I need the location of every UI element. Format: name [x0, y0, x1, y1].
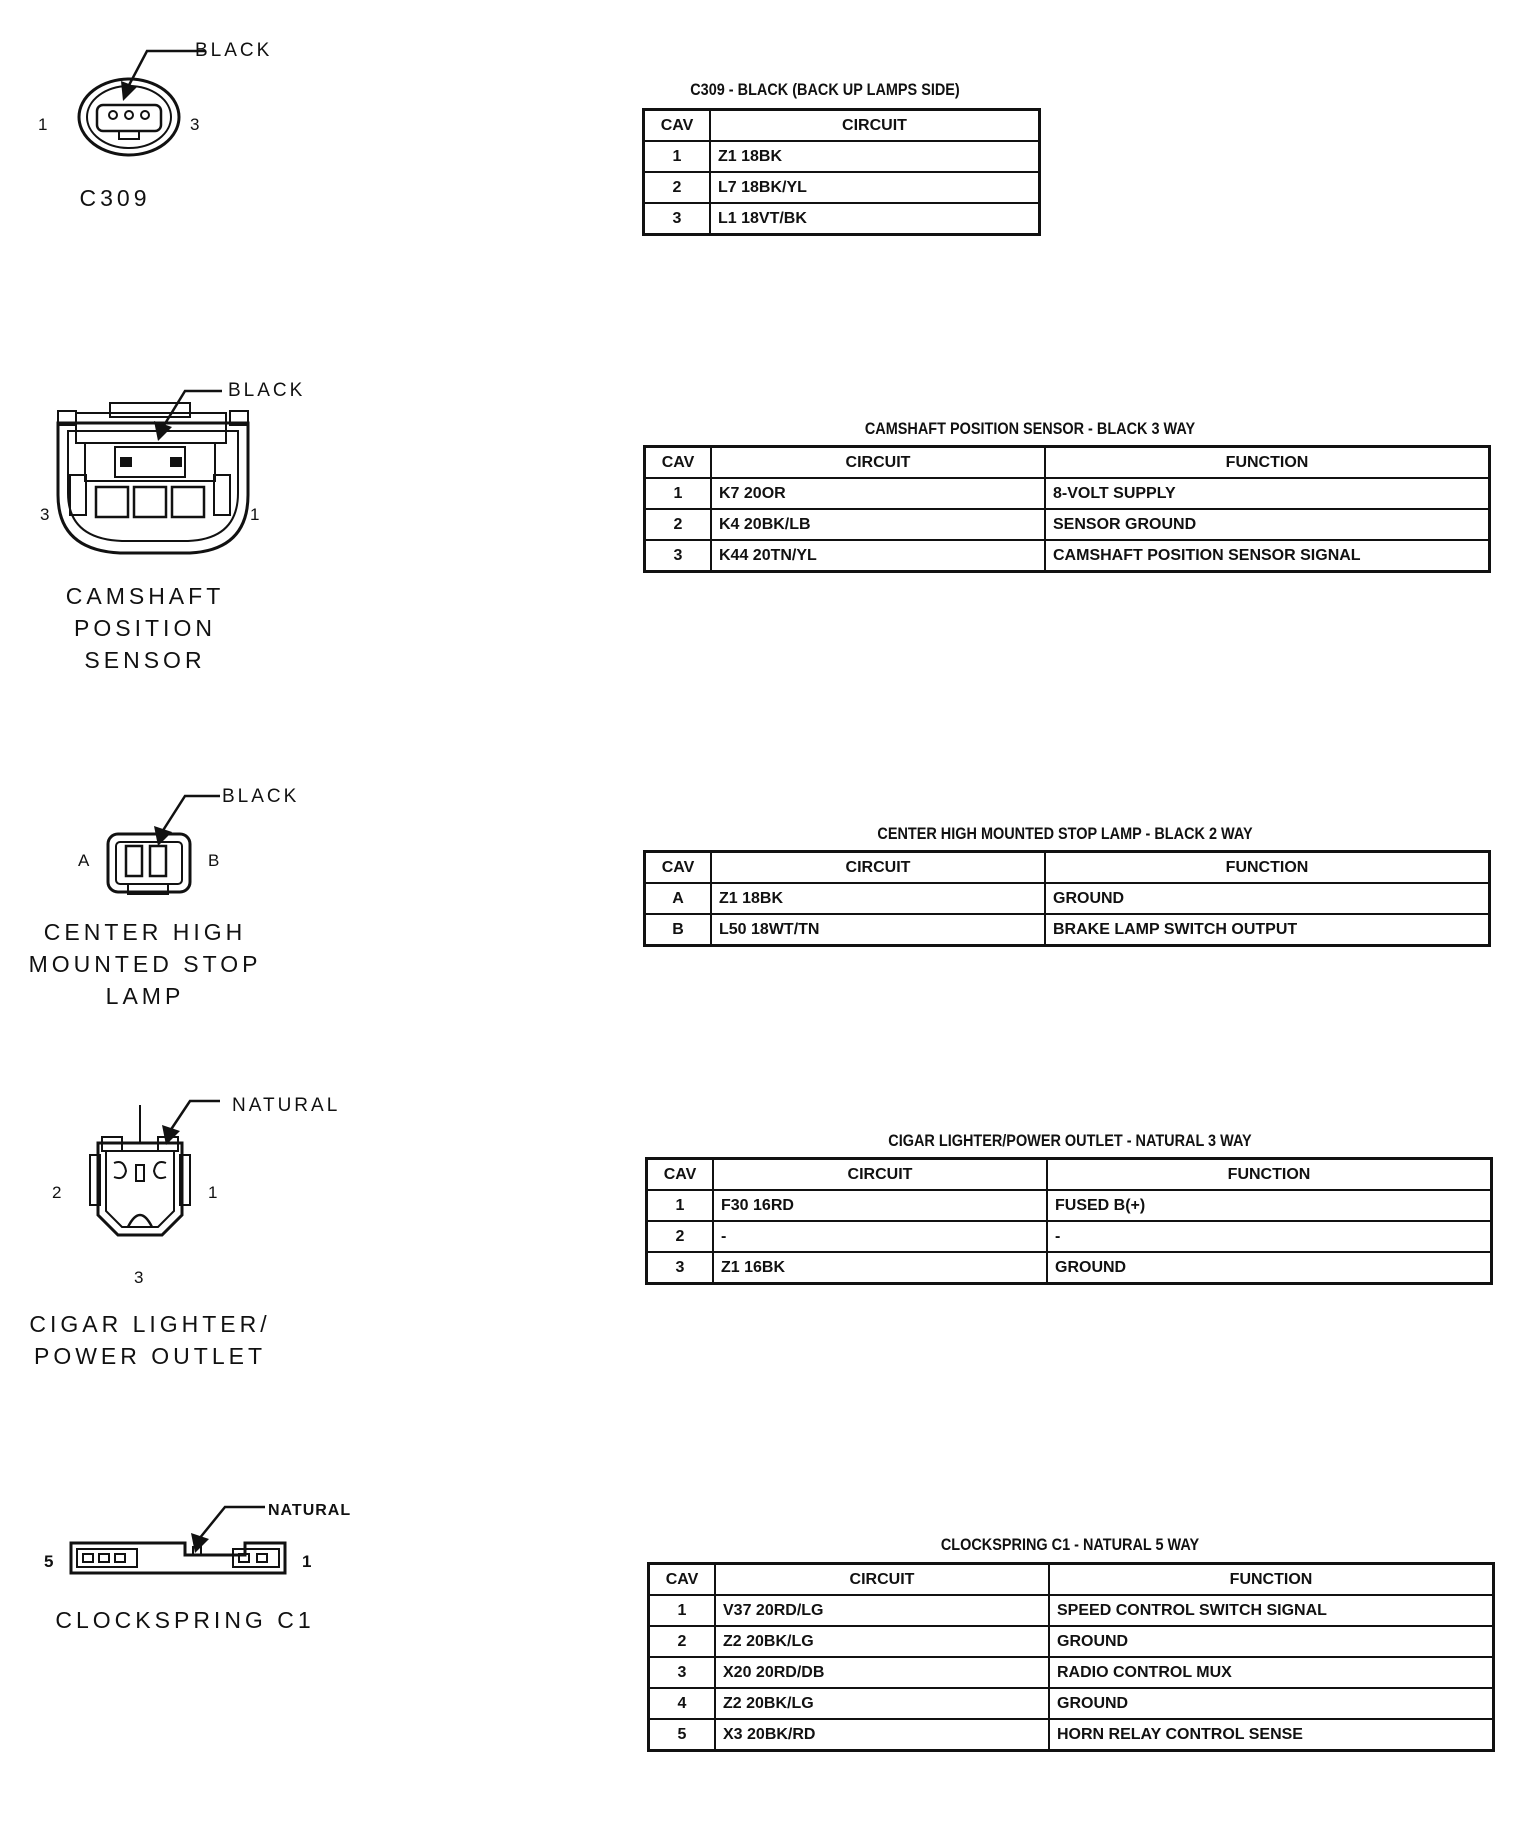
- table-row: [645, 914, 1490, 946]
- table-header-row: [645, 852, 1490, 884]
- header-cav: CAV: [645, 852, 712, 884]
- circuit-cell: Z1 18BK: [711, 883, 1045, 914]
- function-cell: RADIO CONTROL MUX: [1049, 1657, 1494, 1688]
- function-cell: HORN RELAY CONTROL SENSE: [1049, 1719, 1494, 1751]
- cav-cell: 1: [649, 1595, 716, 1626]
- c309-pinout-table: [642, 108, 1041, 236]
- clockspring-pin-label: 5: [44, 1552, 54, 1571]
- cigar-lighter-pinout-table: [645, 1157, 1493, 1285]
- camshaft-name-line: CAMSHAFT: [65, 583, 225, 609]
- circuit-cell: X20 20RD/DB: [715, 1657, 1049, 1688]
- cigar-lighter-color-label: NATURAL: [232, 1095, 341, 1116]
- camshaft-color-label: BLACK: [228, 380, 306, 401]
- header-circuit: CIRCUIT: [711, 447, 1045, 479]
- function-cell: CAMSHAFT POSITION SENSOR SIGNAL: [1045, 540, 1490, 572]
- clockspring-name: CLOCKSPRING C1: [55, 1607, 315, 1633]
- table-header-row: [647, 1159, 1492, 1191]
- circuit-cell: L7 18BK/YL: [710, 172, 1040, 203]
- circuit-cell: Z1 16BK: [713, 1252, 1047, 1284]
- chmsl-name-line: CENTER HIGH: [43, 919, 247, 945]
- c309-pin-label: 3: [190, 115, 200, 134]
- table-row: [649, 1657, 1494, 1688]
- table-row: [645, 478, 1490, 509]
- cav-cell: 1: [645, 478, 712, 509]
- cav-cell: 2: [645, 509, 712, 540]
- clockspring-pin-label: 1: [302, 1552, 312, 1571]
- c309-table-title: C309 - BLACK (BACK UP LAMPS SIDE): [690, 80, 960, 99]
- cigar-lighter-name-line: CIGAR LIGHTER/: [29, 1311, 271, 1337]
- header-circuit: CIRCUIT: [710, 110, 1040, 142]
- c309-color-label: BLACK: [195, 40, 273, 61]
- header-circuit: CIRCUIT: [711, 852, 1045, 884]
- header-function: FUNCTION: [1045, 447, 1490, 479]
- function-cell: 8-VOLT SUPPLY: [1045, 478, 1490, 509]
- circuit-cell: L1 18VT/BK: [710, 203, 1040, 235]
- clockspring-table-title: CLOCKSPRING C1 - NATURAL 5 WAY: [940, 1535, 1200, 1554]
- c309-pin-label: 1: [38, 115, 48, 134]
- function-cell: GROUND: [1047, 1252, 1492, 1284]
- function-cell: BRAKE LAMP SWITCH OUTPUT: [1045, 914, 1490, 946]
- table-row: [647, 1190, 1492, 1221]
- header-cav: CAV: [649, 1564, 716, 1596]
- cigar-lighter-pin-label: 3: [134, 1268, 144, 1287]
- camshaft-pin-label: 3: [40, 505, 50, 524]
- chmsl-name-line: LAMP: [105, 983, 185, 1009]
- cav-cell: 2: [649, 1626, 716, 1657]
- chmsl-color-label: BLACK: [222, 786, 300, 807]
- function-cell: FUSED B(+): [1047, 1190, 1492, 1221]
- camshaft-name-line: SENSOR: [84, 647, 206, 673]
- circuit-cell: V37 20RD/LG: [715, 1595, 1049, 1626]
- circuit-cell: -: [713, 1221, 1047, 1252]
- table-row: [649, 1688, 1494, 1719]
- circuit-cell: F30 16RD: [713, 1190, 1047, 1221]
- table-row: [649, 1595, 1494, 1626]
- circuit-cell: Z2 20BK/LG: [715, 1688, 1049, 1719]
- header-function: FUNCTION: [1049, 1564, 1494, 1596]
- header-function: FUNCTION: [1047, 1159, 1492, 1191]
- cav-cell: 3: [644, 203, 711, 235]
- cigar-lighter-table-title: CIGAR LIGHTER/POWER OUTLET - NATURAL 3 WAY: [888, 1131, 1252, 1150]
- chmsl-name-line: MOUNTED STOP: [28, 951, 262, 977]
- cav-cell: A: [645, 883, 712, 914]
- table-row: [647, 1252, 1492, 1284]
- cav-cell: 4: [649, 1688, 716, 1719]
- circuit-cell: K4 20BK/LB: [711, 509, 1045, 540]
- c309-connector-drawing: [55, 35, 195, 165]
- table-header-row: [644, 110, 1040, 142]
- function-cell: SENSOR GROUND: [1045, 509, 1490, 540]
- camshaft-name-line: POSITION: [74, 615, 216, 641]
- clockspring-pinout-table: [647, 1562, 1495, 1752]
- table-row: [644, 203, 1040, 235]
- cav-cell: 3: [645, 540, 712, 572]
- circuit-cell: K7 20OR: [711, 478, 1045, 509]
- function-cell: GROUND: [1049, 1688, 1494, 1719]
- header-function: FUNCTION: [1045, 852, 1490, 884]
- chmsl-pin-label: A: [78, 851, 90, 870]
- table-row: [645, 883, 1490, 914]
- header-cav: CAV: [645, 447, 712, 479]
- table-row: [644, 141, 1040, 172]
- camshaft-pinout-table: [643, 445, 1491, 573]
- chmsl-pin-label: B: [208, 851, 220, 870]
- table-row: [649, 1626, 1494, 1657]
- table-row: [645, 540, 1490, 572]
- function-cell: -: [1047, 1221, 1492, 1252]
- cav-cell: B: [645, 914, 712, 946]
- cigar-lighter-name-line: POWER OUTLET: [33, 1343, 266, 1369]
- header-circuit: CIRCUIT: [713, 1159, 1047, 1191]
- cav-cell: 1: [647, 1190, 714, 1221]
- header-cav: CAV: [644, 110, 711, 142]
- header-circuit: CIRCUIT: [715, 1564, 1049, 1596]
- circuit-cell: L50 18WT/TN: [711, 914, 1045, 946]
- chmsl-connector-drawing: [100, 780, 240, 900]
- circuit-cell: X3 20BK/RD: [715, 1719, 1049, 1751]
- cav-cell: 2: [647, 1221, 714, 1252]
- cav-cell: 3: [649, 1657, 716, 1688]
- circuit-cell: Z1 18BK: [710, 141, 1040, 172]
- cav-cell: 3: [647, 1252, 714, 1284]
- table-row: [649, 1719, 1494, 1751]
- table-row: [645, 509, 1490, 540]
- circuit-cell: Z2 20BK/LG: [715, 1626, 1049, 1657]
- circuit-cell: K44 20TN/YL: [711, 540, 1045, 572]
- camshaft-table-title: CAMSHAFT POSITION SENSOR - BLACK 3 WAY: [864, 419, 1196, 438]
- table-header-row: [645, 447, 1490, 479]
- function-cell: GROUND: [1045, 883, 1490, 914]
- chmsl-table-title: CENTER HIGH MOUNTED STOP LAMP - BLACK 2 WAY: [877, 824, 1253, 843]
- header-cav: CAV: [647, 1159, 714, 1191]
- function-cell: SPEED CONTROL SWITCH SIGNAL: [1049, 1595, 1494, 1626]
- clockspring-color-label: NATURAL: [268, 1502, 352, 1519]
- table-header-row: [649, 1564, 1494, 1596]
- camshaft-pin-label: 1: [250, 505, 260, 524]
- cigar-lighter-pin-label: 2: [52, 1183, 62, 1202]
- table-row: [647, 1221, 1492, 1252]
- cigar-lighter-connector-drawing: [80, 1085, 230, 1260]
- cav-cell: 1: [644, 141, 711, 172]
- cav-cell: 2: [644, 172, 711, 203]
- table-row: [644, 172, 1040, 203]
- function-cell: GROUND: [1049, 1626, 1494, 1657]
- chmsl-pinout-table: [643, 850, 1491, 947]
- camshaft-sensor-connector-drawing: [50, 375, 250, 575]
- cigar-lighter-pin-label: 1: [208, 1183, 218, 1202]
- c309-name: C309: [79, 185, 151, 211]
- cav-cell: 5: [649, 1719, 716, 1751]
